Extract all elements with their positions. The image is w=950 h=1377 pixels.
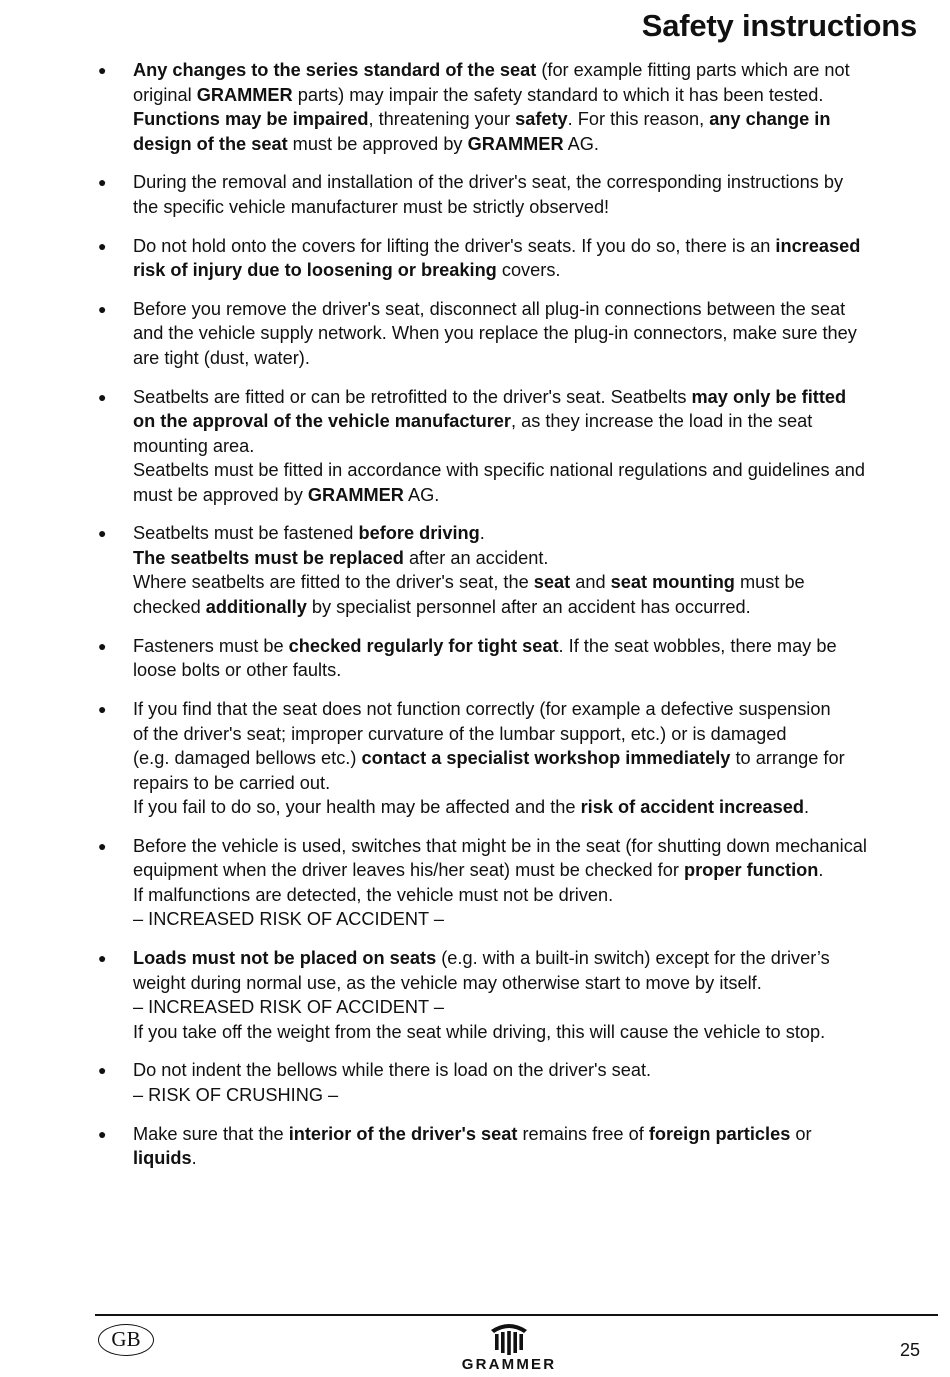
text: If you fail to do so, your health may be affected and the [133, 797, 581, 818]
bold-text: Loads must not be placed on seats [133, 948, 437, 969]
text: Where seatbelts are fitted to the driver's seat, the [133, 572, 534, 593]
bold-text: before driving [358, 523, 480, 544]
text: repairs to be carried out. [133, 772, 331, 793]
text: remains free of [517, 1123, 649, 1144]
grammer-logo-text: GRAMMER [461, 1356, 557, 1373]
text: mounting area. [133, 435, 255, 456]
text: by specialist personnel after an accident has occurred. [306, 596, 751, 617]
text: Make sure that the [133, 1123, 289, 1144]
text: Fasteners must be [133, 635, 289, 656]
text-line [133, 385, 940, 410]
text-line [133, 107, 940, 132]
text: . [818, 860, 824, 881]
text: . For this reason, [567, 109, 710, 129]
text: Seatbelts must be fastened [133, 523, 359, 544]
text: If you take off the weight from the seat while driving, this will cause the vehicle to stop. [133, 1021, 826, 1042]
bullet-icon: ● [98, 62, 107, 78]
text-line [133, 458, 940, 483]
list-item [95, 697, 940, 820]
list-item [95, 1058, 940, 1107]
text: AG. [403, 484, 440, 505]
text-line [133, 907, 940, 932]
text-line [133, 132, 940, 157]
text: must be approved by [287, 133, 468, 154]
bold-text: The seatbelts must be replaced [133, 547, 404, 568]
list-item [95, 234, 940, 283]
bold-text: foreign particles [648, 1123, 791, 1144]
text-line [133, 746, 940, 771]
grammer-logo-icon [487, 1320, 531, 1356]
list-item [95, 521, 940, 619]
text: Do not hold onto the covers for lifting the driver's seats. If you do so, there is an [133, 235, 776, 256]
text-line [133, 634, 940, 659]
bold-text: design of the seat [133, 133, 288, 154]
bullet-icon: ● [98, 1062, 107, 1079]
text-line [133, 1083, 940, 1108]
text-line [133, 570, 940, 595]
text-line [133, 834, 940, 859]
list-item [95, 385, 940, 508]
list-item [95, 58, 940, 156]
text-line [133, 170, 940, 195]
safety-instructions-list [95, 58, 940, 1185]
text: . [479, 523, 485, 544]
text-line [133, 1020, 940, 1045]
text: or [790, 1123, 812, 1144]
text: Seatbelts are fitted or can be retrofitted to the driver's seat. Seatbelts [133, 386, 692, 407]
bullet-icon: ● [98, 388, 107, 405]
text: the specific vehicle manufacturer must be strictly observed! [133, 196, 610, 217]
text-line [133, 58, 940, 83]
bullet-icon: ● [98, 300, 107, 317]
bold-text: on the approval of the vehicle manufacturer [133, 411, 511, 432]
text-line [133, 521, 940, 546]
text: loose bolts or other faults. [133, 660, 342, 681]
bold-text: risk of injury due to loosening or breaking [133, 260, 497, 281]
text: equipment when the driver leaves his/her seat) must be checked for [133, 860, 684, 881]
text-line [133, 346, 940, 371]
text: after an accident. [403, 547, 549, 568]
bullet-icon: ● [98, 525, 107, 542]
text: , threatening your [368, 109, 516, 129]
bold-text: liquids [133, 1148, 192, 1169]
bullet-icon: ● [98, 950, 107, 967]
text: AG. [563, 133, 599, 154]
bullet-icon: ● [98, 174, 107, 191]
text: Before you remove the driver's seat, disconnect all plug-in connections between the seat [133, 298, 846, 319]
text-line [133, 83, 940, 108]
bold-text: any change in [709, 109, 831, 129]
bullet-icon: ● [98, 837, 107, 854]
text: are tight (dust, water). [133, 347, 310, 368]
text: weight during normal use, as the vehicle may otherwise start to move by itself. [133, 972, 762, 993]
footer-divider [95, 1314, 938, 1316]
bold-text: proper function [683, 860, 819, 881]
text-line [133, 858, 940, 883]
text: – RISK OF CRUSHING – [133, 1084, 339, 1105]
text: (e.g. damaged bellows etc.) [133, 748, 362, 769]
text: . [191, 1148, 197, 1169]
text: – INCREASED RISK OF ACCIDENT – [133, 997, 444, 1018]
list-item [95, 297, 940, 371]
text-line [133, 258, 940, 283]
text: Do not indent the bellows while there is load on the driver's seat. [133, 1060, 652, 1081]
text: must be [734, 572, 805, 593]
text-line [133, 546, 940, 571]
text-line [133, 297, 940, 322]
text: During the removal and installation of the driver's seat, the corresponding instructions by [133, 172, 844, 193]
text: to arrange for [730, 748, 845, 769]
text: original [133, 84, 197, 105]
bold-text: additionally [205, 596, 307, 617]
list-item [95, 834, 940, 932]
text-line [133, 795, 940, 820]
text-line [133, 409, 940, 434]
bullet-icon: ● [98, 701, 107, 718]
bullet-icon: ● [98, 1125, 107, 1142]
text: and the vehicle supply network. When you replace the plug-in connectors, make sure they [133, 323, 857, 344]
text: (e.g. with a built-in switch) except for the driver’s [436, 948, 830, 969]
text-line [133, 658, 940, 683]
bold-text: Functions may be impaired [133, 109, 369, 129]
list-item [95, 170, 940, 219]
language-badge: GB [98, 1324, 154, 1356]
bullet-icon: ● [98, 237, 107, 254]
text-line [133, 883, 940, 908]
bold-text: GRAMMER [307, 484, 404, 505]
bullet-icon: ● [98, 637, 107, 654]
text-line [133, 995, 940, 1020]
text-line [133, 946, 940, 971]
text-line [133, 1146, 940, 1171]
text-line [133, 1122, 940, 1147]
text: must be approved by [133, 484, 308, 505]
text: , as they increase the load in the seat [510, 411, 813, 432]
bold-text: seat mounting [610, 572, 735, 593]
bold-text: increased [775, 235, 861, 256]
text-line [133, 595, 940, 620]
text-line [133, 321, 940, 346]
bold-text: Any changes to the series standard of the seat [133, 60, 537, 80]
text: parts) may impair the safety standard to which it has been tested. [292, 84, 824, 105]
text: (for example fitting parts which are not [536, 60, 850, 80]
text-line [133, 722, 940, 747]
text: – INCREASED RISK OF ACCIDENT – [133, 909, 444, 930]
list-item [95, 946, 940, 1044]
text-line [133, 971, 940, 996]
bold-text: GRAMMER [467, 133, 564, 154]
bold-text: safety [515, 109, 568, 129]
list-item [95, 1122, 940, 1171]
text: If malfunctions are detected, the vehicle must not be driven. [133, 884, 614, 905]
text-line [133, 195, 940, 220]
text-line [133, 1058, 940, 1083]
bold-text: contact a specialist workshop immediately [361, 748, 731, 769]
text: Before the vehicle is used, switches that might be in the seat (for shutting down mechanical [133, 835, 867, 856]
text-line [133, 771, 940, 796]
text: Seatbelts must be fitted in accordance with specific national regulations and guidelines and [133, 460, 865, 481]
text: checked [133, 596, 206, 617]
text: . [803, 797, 810, 818]
page-title: Safety instructions [641, 8, 917, 43]
text-line [133, 483, 940, 508]
text: . If the seat wobbles, there may be [558, 635, 837, 656]
bold-text: seat [533, 572, 571, 593]
text: If you find that the seat does not function correctly (for example a defective suspension [133, 699, 831, 720]
text-line [133, 234, 940, 259]
list-item [95, 634, 940, 683]
bold-text: interior of the driver's seat [288, 1123, 518, 1144]
text: covers. [496, 260, 561, 281]
bold-text: risk of accident increased [580, 797, 804, 818]
text: of the driver's seat; improper curvature of the lumbar support, etc.) or is damaged [133, 723, 787, 744]
bold-text: may only be fitted [691, 386, 847, 407]
text-line [133, 697, 940, 722]
bold-text: checked regularly for tight seat [288, 635, 559, 656]
text: and [570, 572, 611, 593]
page-number: 25 [899, 1340, 920, 1360]
text-line [133, 434, 940, 459]
bold-text: GRAMMER [196, 84, 293, 105]
